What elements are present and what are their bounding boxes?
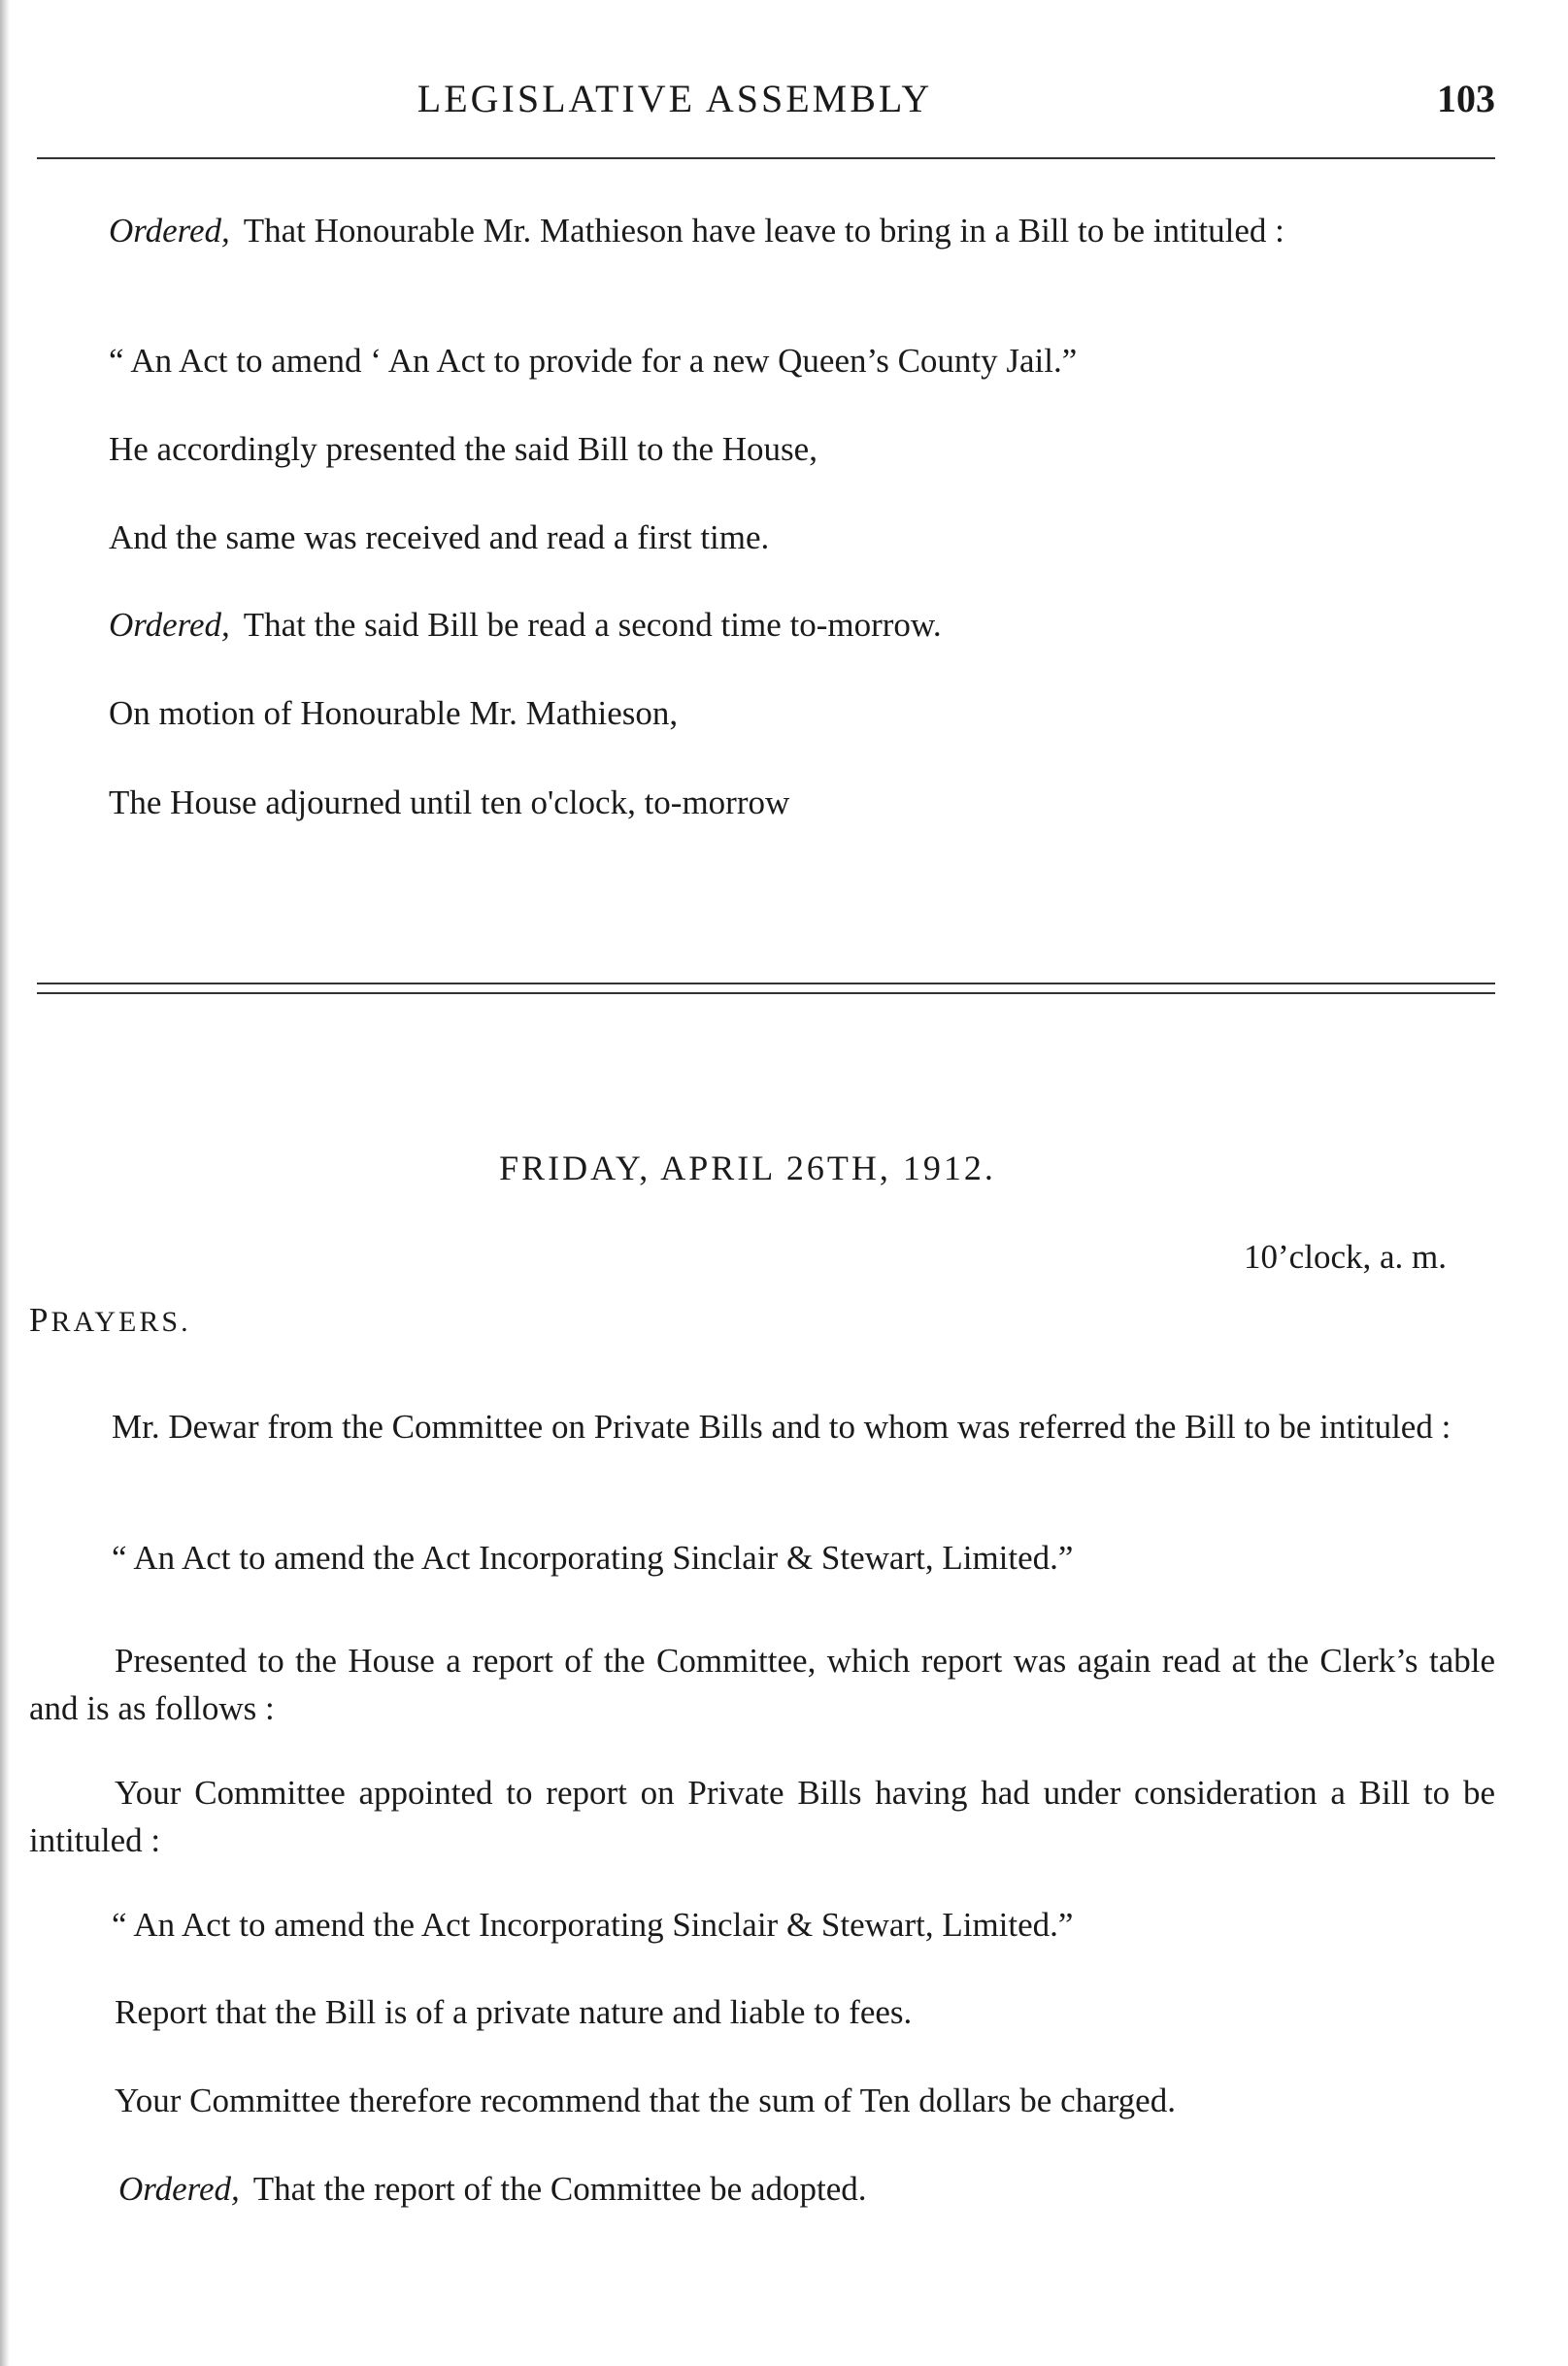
motion-line: On motion of Honourable Mr. Mathieson,: [109, 694, 679, 732]
order-second-reading: [109, 601, 942, 649]
order-text: That the report of the Committee be adopted.: [252, 2170, 867, 2208]
first-reading-line: And the same was received and read a first time.: [109, 518, 770, 556]
sitting-time: 10’clock, a. m.: [1244, 1238, 1447, 1276]
order-text: That the said Bill be read a second time to-morrow.: [243, 606, 942, 644]
prayers-heading: [29, 1301, 191, 1340]
section-divider-bottom: [37, 992, 1495, 994]
header-rule: [37, 157, 1495, 159]
dewar-report-paragraph: Mr. Dewar from the Committee on Private Bills and to whom was referred the Bill to be intituled :: [112, 1408, 1451, 1446]
bill-presented-line: He accordingly presented the said Bill to the House,: [109, 430, 817, 468]
bill-title-sinclair-stewart-2: “ An Act to amend the Act Incorporating Sinclair & Stewart, Limited.”: [112, 1906, 1074, 1944]
order-report-adopted: [118, 2165, 867, 2213]
adjournment-line: The House adjourned until ten o'clock, to-morrow: [109, 783, 790, 821]
sitting-date: FRIDAY, APRIL 26TH, 1912.: [499, 1149, 996, 1187]
order-leave-to-bring-bill: [29, 207, 1495, 254]
ordered-lead: Ordered,: [118, 2170, 240, 2208]
ordered-lead: Ordered,: [109, 212, 230, 250]
private-nature-line: Report that the Bill is of a private nature and liable to fees.: [115, 1993, 913, 2031]
running-header-title: LEGISLATIVE ASSEMBLY: [417, 77, 933, 120]
page-number: 103: [1437, 77, 1495, 120]
ordered-lead: Ordered,: [109, 606, 230, 644]
committee-appointed-paragraph: Your Committee appointed to report on Private Bills having had under consideration a Bill to be intituled :: [29, 1774, 1495, 1859]
recommend-fee-line: Your Committee therefore recommend that the sum of Ten dollars be charged.: [115, 2082, 1176, 2119]
bill-title-jail: “ An Act to amend ‘ An Act to provide for a new Queen’s County Jail.”: [109, 342, 1078, 380]
prayers-initial: P: [29, 1301, 51, 1339]
prayers-rest: RAYERS.: [50, 1306, 191, 1338]
presented-report-paragraph: Presented to the House a report of the Committee, which report was again read at the Clerk’s table and is as follows :: [29, 1642, 1495, 1727]
section-divider-top: [37, 983, 1495, 984]
order-text: That Honourable Mr. Mathieson have leave to bring in a Bill to be intituled :: [243, 212, 1284, 250]
bill-title-sinclair-stewart-1: “ An Act to amend the Act Incorporating Sinclair & Stewart, Limited.”: [112, 1539, 1074, 1577]
